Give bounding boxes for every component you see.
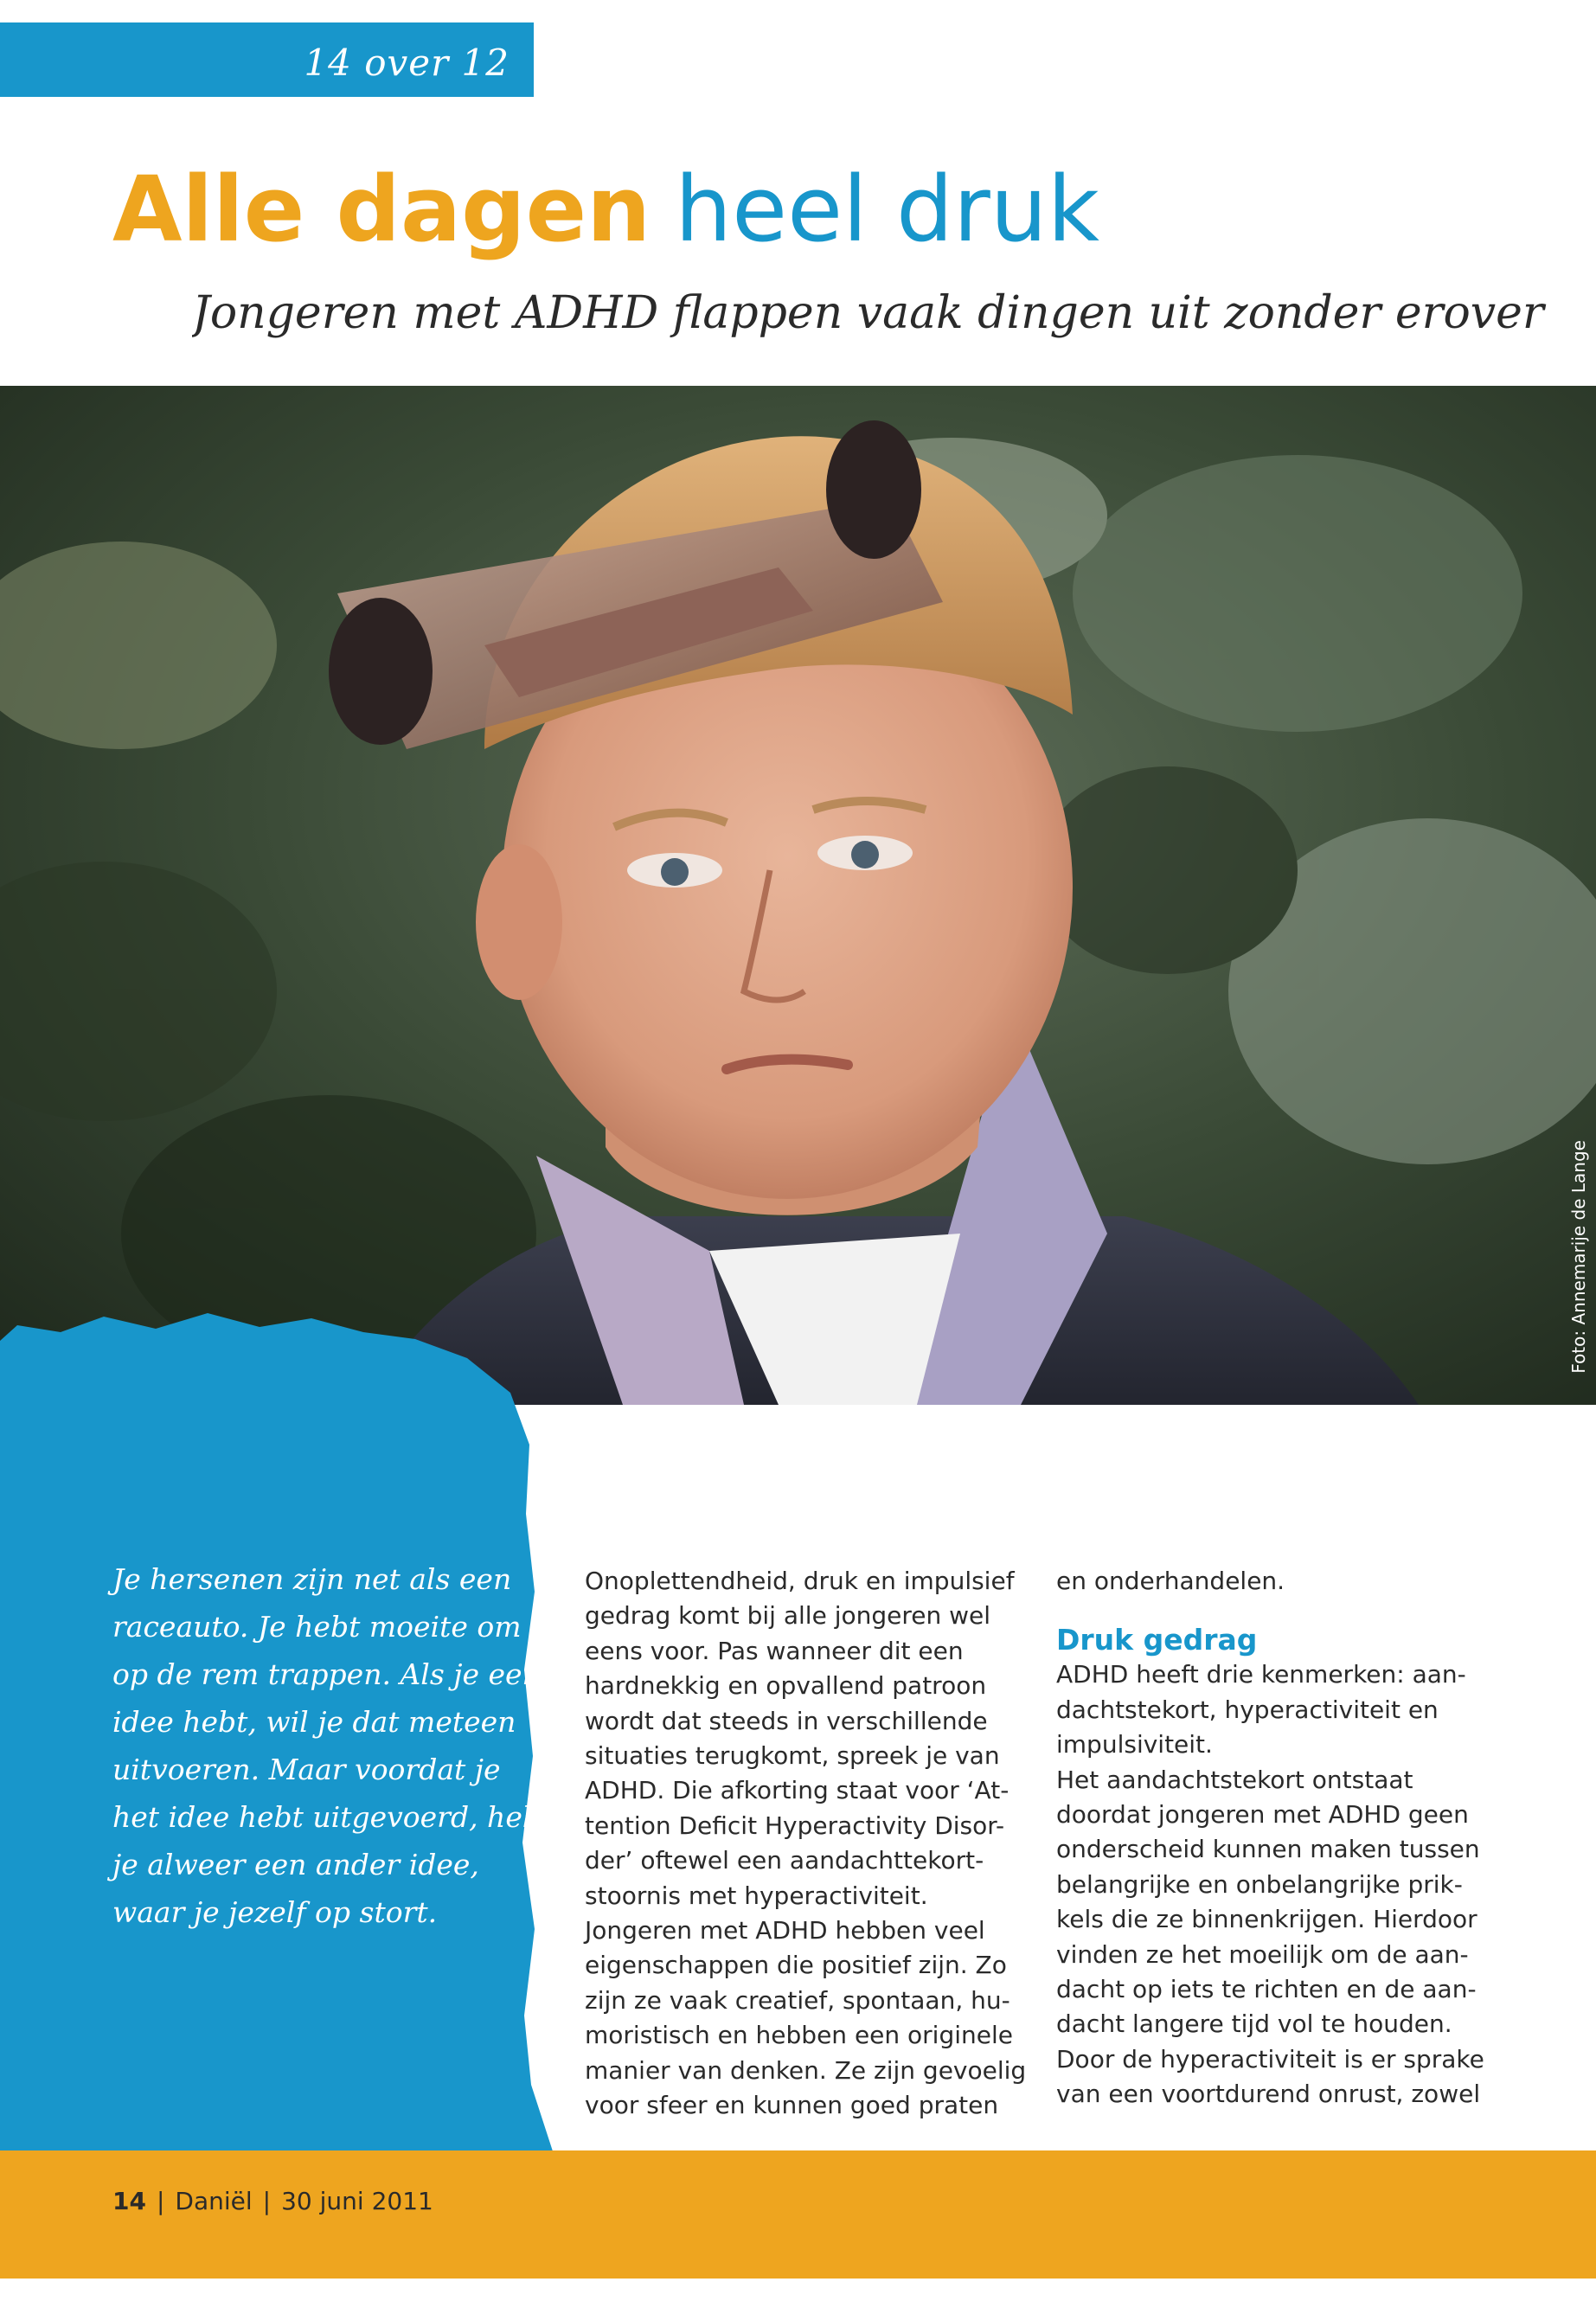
body-line: gedrag komt bij alle jongeren wel [585, 1601, 991, 1631]
body-line: belangrijke en onbelangrijke prik- [1056, 1869, 1463, 1899]
body-line: ADHD heeft drie kenmerken: aan- [1056, 1660, 1466, 1689]
body-line: situaties terugkomt, spreek je van [585, 1741, 1000, 1771]
body-line: manier van denken. Ze zijn gevoelig [585, 2055, 1027, 2085]
section-heading: Druk gedrag [1056, 1623, 1258, 1657]
page-number: 14 [112, 2187, 146, 2215]
publication-date: 30 juni 2011 [281, 2187, 433, 2215]
body-line: vinden ze het moeilijk om de aan- [1056, 1939, 1469, 1969]
body-line: ADHD. Die afkorting staat voor ‘At- [585, 1776, 1010, 1805]
body-line: Onoplettendheid, druk en impulsief [585, 1567, 1015, 1595]
body-line: kels die ze binnenkrijgen. Hierdoor [1056, 1905, 1477, 1934]
body-line: onderscheid kunnen maken tussen [1056, 1835, 1480, 1864]
article-subtitle: Jongeren met ADHD flappen vaak dingen uit zonder erover [192, 287, 1544, 339]
pullquote-line: raceauto. Je hebt moeite om [112, 1610, 522, 1644]
article-photo [0, 386, 1596, 1405]
section-tab-label: 14 over 12 [304, 42, 510, 84]
body-line: stoornis met hyperactiviteit. [585, 1881, 928, 1910]
article-title-rest: heel druk [675, 157, 1099, 262]
pullquote-line: je alweer een ander idee, [112, 1848, 479, 1881]
body-line: eens voor. Pas wanneer dit een [585, 1636, 964, 1665]
pullquote-line: uitvoeren. Maar voordat je [112, 1753, 501, 1786]
pullquote-line: het idee hebt uitgevoerd, heb [112, 1800, 541, 1834]
pullquote-line: waar je jezelf op stort. [112, 1895, 438, 1929]
photo-illustration [0, 386, 1596, 1405]
body-line: doordat jongeren met ADHD geen [1056, 1800, 1469, 1830]
body-line: van een voortdurend onrust, zowel [1056, 2080, 1481, 2109]
body-line: dachtstekort, hyperactiviteit en [1056, 1695, 1439, 1724]
photo-credit: Foto: Annemarije de Lange [1568, 1140, 1589, 1374]
pullquote-line: op de rem trappen. Als je een [112, 1657, 541, 1691]
body-line: wordt dat steeds in verschillende [585, 1706, 988, 1735]
article-title [112, 149, 1099, 270]
body-line: Jongeren met ADHD hebben veel [585, 1916, 985, 1945]
body-line: voor sfeer en kunnen goed praten [585, 2091, 999, 2120]
body-line: impulsiviteit. [1056, 1730, 1213, 1759]
body-line: Door de hyperactiviteit is er sprake [1056, 2044, 1484, 2073]
body-line: dacht langere tijd vol te houden. [1056, 2009, 1452, 2039]
article-title-highlight: Alle dagen [112, 157, 651, 262]
body-line: tention Deficit Hyperactivity Disor- [585, 1811, 1005, 1840]
publication-name: Daniël [175, 2187, 253, 2215]
footer-separator: | [262, 2187, 272, 2215]
body-line: eigenschappen die positief zijn. Zo [585, 1951, 1007, 1980]
pullquote-text [112, 1555, 541, 1936]
section-tab [0, 22, 534, 97]
body-line: dacht op iets te richten en de aan- [1056, 1975, 1477, 2004]
pullquote-line: Je hersenen zijn net als een [112, 1562, 512, 1596]
body-column-2 [1056, 1564, 1506, 2112]
body-line: der’ oftewel een aandachttekort- [585, 1846, 984, 1875]
footer-separator: | [156, 2187, 165, 2215]
body-line: zijn ze vaak creatief, spontaan, hu- [585, 1985, 1010, 2015]
body-line: Het aandachtstekort ontstaat [1056, 1765, 1413, 1794]
body-line: hardnekkig en opvallend patroon [585, 1671, 987, 1701]
body-line: moristisch en hebben een originele [585, 2021, 1013, 2050]
body-line: en onderhandelen. [1056, 1567, 1285, 1595]
footer-info [112, 2187, 433, 2215]
body-column-1 [585, 1564, 1035, 2124]
pullquote-line: idee hebt, wil je dat meteen [112, 1705, 516, 1739]
